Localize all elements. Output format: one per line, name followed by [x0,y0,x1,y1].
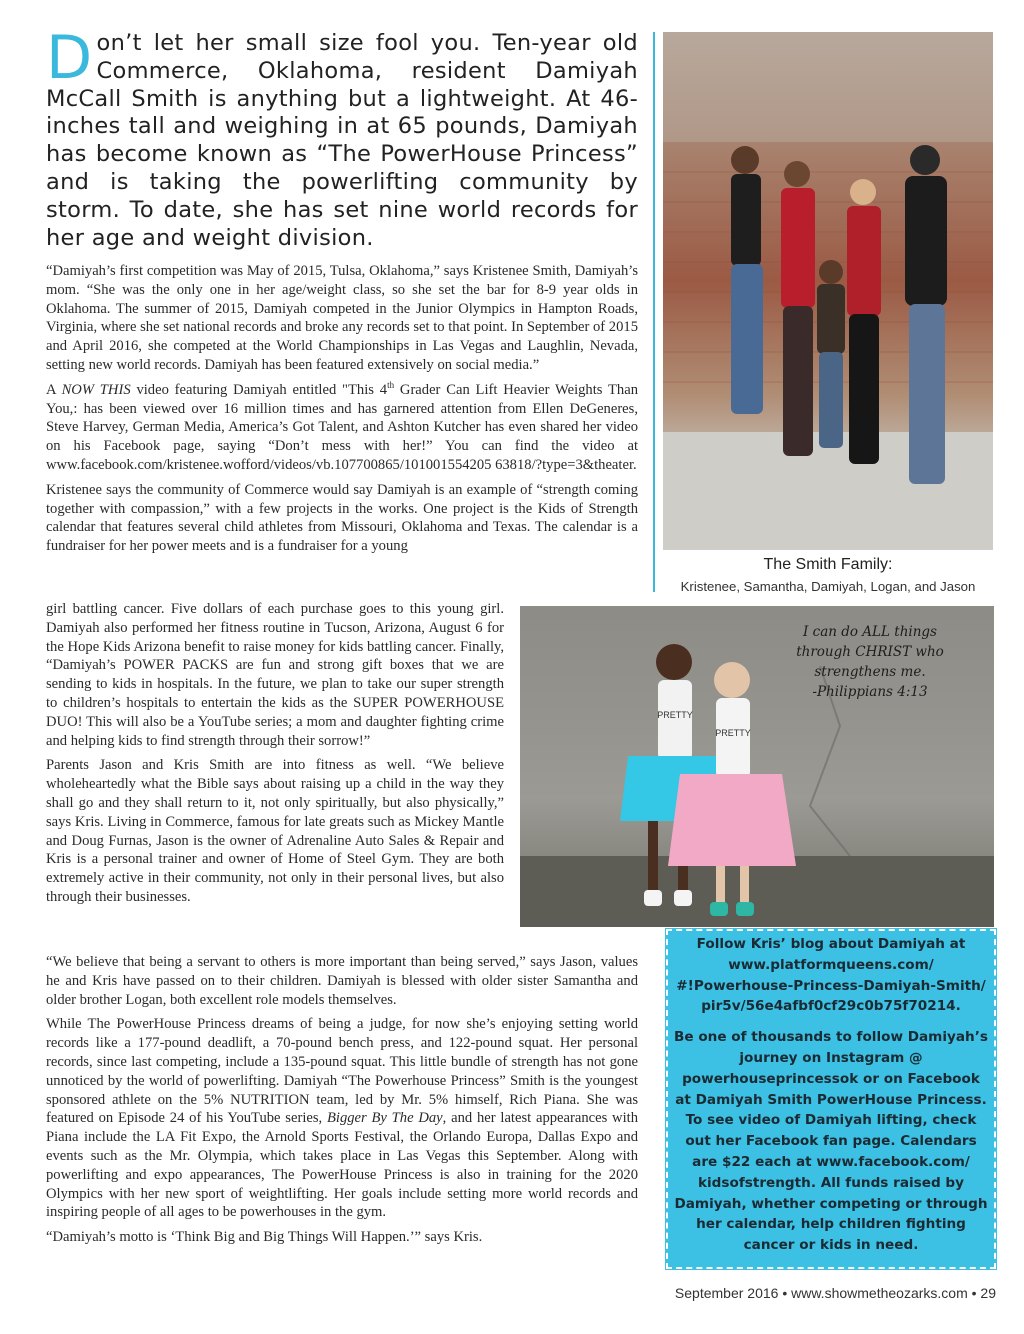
lede-text: on’t let her small size fool you. Ten-year old Commerce, Oklahoma, resident Damiyah McCall Smith is anything but a lightweight. At 46-inches tall and weighing in at 65 pounds, Damiyah has become known as “The PowerHouse Princess” and is taking the powerlifting community by storm. To date, she has set nine world records for her age and weight division. [46,30,638,251]
article-paragraph: While The PowerHouse Princess dreams of being a judge, for now she’s enjoying setting world records like a 177-pound deadlift, a 70-pound bench press, and 122-pound squat. Her personal records, since last competing, include a 135-pound squat. This little bundle of strength has not gone unnoticed by the world of powerlifting. Damiyah “The Powerhouse Princess” Smith is the youngest sponsored athlete on the 5% NUTRITION team, led by Mr. 5% himself, Rich Piana. She was featured on Episode 24 of his YouTube series, Bigger By The Day, and her latest appearances with Piana include the LA Fit Expo, the Arnold Sports Festival, the Orlando Europa, Dallas Expo and events such as the Mr. Olympia, which takes place in Las Vegas this September. Along with powerlifting and expo appearances, The PowerHouse Princess is also in training for the 2020 Olympics with her new sport of weightlifting. Her goals include setting more world records and inspiring people of all ages to be powerhouses in the gym. [46,1016,639,1221]
sidebar-social-text: Be one of thousands to follow Damiyah’s journey on Instagram @ powerhouseprincessok or on Facebook at Damiyah Smith PowerHouse Princess. To see video of Damiyah lifting, check out her Facebook fan page. Calendars are $22 each at www.facebook.com/ kidsofstrength. All funds raised by Damiyah, whether competing or through her calendar, help children fighting cancer or kids in need. [674,1029,988,1254]
article-paragraph: “Damiyah’s first competition was May of 2015, Tulsa, Oklahoma,” says Kristenee Smith, Damiyah’s mom. “She was the only one in her age/weight class, so she set the bar for 8-9 year olds in Oklahoma. The summer of 2015, Damiyah competed in the Junior Olympics in Hampton Roads, Virginia, where she set national records and broke any records set to that point. In September of 2015 and April 2016, she competed at the World Championships in Las Vegas and Laughlin, Nevada, setting new world records. Damiyah has been featured extensively on social media.” [46,263,638,373]
shirt-text-2: PRETTY [715,728,751,738]
drop-cap: D [46,23,93,93]
sidebar-blog-text: Follow Kris’ blog about Damiyah at www.platformqueens.com/ #!Powerhouse-Princess-Damiyah-Smith/ pir5v/56e4afbf0cf29c0b75f70214. [676,936,986,1015]
article-column-bottom [46,953,638,1253]
family-photo-illustration [663,32,993,550]
article-paragraph: “We believe that being a servant to others is more important than being served,” says Jason, values he and Kris have passed on to their children. Damiyah is blessed with older sister Samantha and older brother Logan, both excellent role models themselves. [46,954,638,1008]
article-paragraph: Parents Jason and Kris Smith are into fitness as well. “We believe wholeheartedly what the Bible says about raising up a child in the way they shall go and they shall return to it, not only spiritually, but also physically,” says Kris. Living in Commerce, famous for late greats such as Mickey Mantle and Doug Furnas, Jason is the owner of Adrenaline Auto Sales & Repair and Kris is a personal trainer and owner of Home of Steel Gym. They are both extremely active in their community, not only in their personal lives, but also through their businesses. [46,757,504,905]
article-paragraph: “Damiyah’s motto is ‘Think Big and Big Things Will Happen.’” says Kris. [46,1229,483,1246]
quote-line: -Philippians 4:13 [812,684,928,700]
quote-line: I can do ALL things [803,624,937,640]
family-photo [663,32,993,550]
photo-caption-names: Kristenee, Samantha, Damiyah, Logan, and Jason [680,579,976,594]
photo-caption-title: The Smith Family: [763,556,893,573]
lede-paragraph [46,23,638,252]
quote-line: strengthens me. [814,664,926,680]
quote-line: through CHRIST who [796,644,944,660]
page-footer: September 2016 • www.showmetheozarks.com • 29 [674,1285,996,1301]
info-sidebar [666,929,996,1269]
article-paragraph: Kristenee says the community of Commerce would say Damiyah is an example of “strength coming together with compassion,” with a few projects in the works. One project is the Kids of Strength calendar that features several child athletes from Missouri, Oklahoma and Texas. The calendar is a fundraiser for her power meets and is a fundraiser for a young [46,481,638,555]
column-divider [653,32,655,592]
article-paragraph: A NOW THIS video featuring Damiyah entitled "This 4th Grader Can Lift Heavier Weights Than You,: has been viewed over 16 million times and has garnered attention from Ellen DeGeneres, Steve Harvey, German Media, America’s Got Talent, and Ashton Kutcher has even shared her video on his Facebook page, saying “Don’t mess with her!” You can find the video at www.facebook.com/kristenee.wofford/videos/vb.107700865/101001554205 63818/?type=3&theater. [46,379,638,473]
shirt-text-1: PRETTY [657,710,693,720]
article-column-top [46,262,638,562]
scripture-quote [760,622,980,702]
article-column-middle [46,600,504,913]
article-paragraph: girl battling cancer. Five dollars of each purchase goes to this young girl. Damiyah also performed her fitness routine in Tucson, Arizona, August 6 for the Hope Kids Arizona benefit to raise money for kids battling cancer. Finally, “Damiyah’s POWER PACKS are fun and strong gift boxes that we are sending to kids in hospitals. In the future, we plan to take our super strength to children’s hospitals to entertain the kids as the SUPER POWERHOUSE DUO! This will also be a YouTube series; a mom and daughter fighting crime and helping kids to find strength through their sorrow!” [46,601,504,749]
